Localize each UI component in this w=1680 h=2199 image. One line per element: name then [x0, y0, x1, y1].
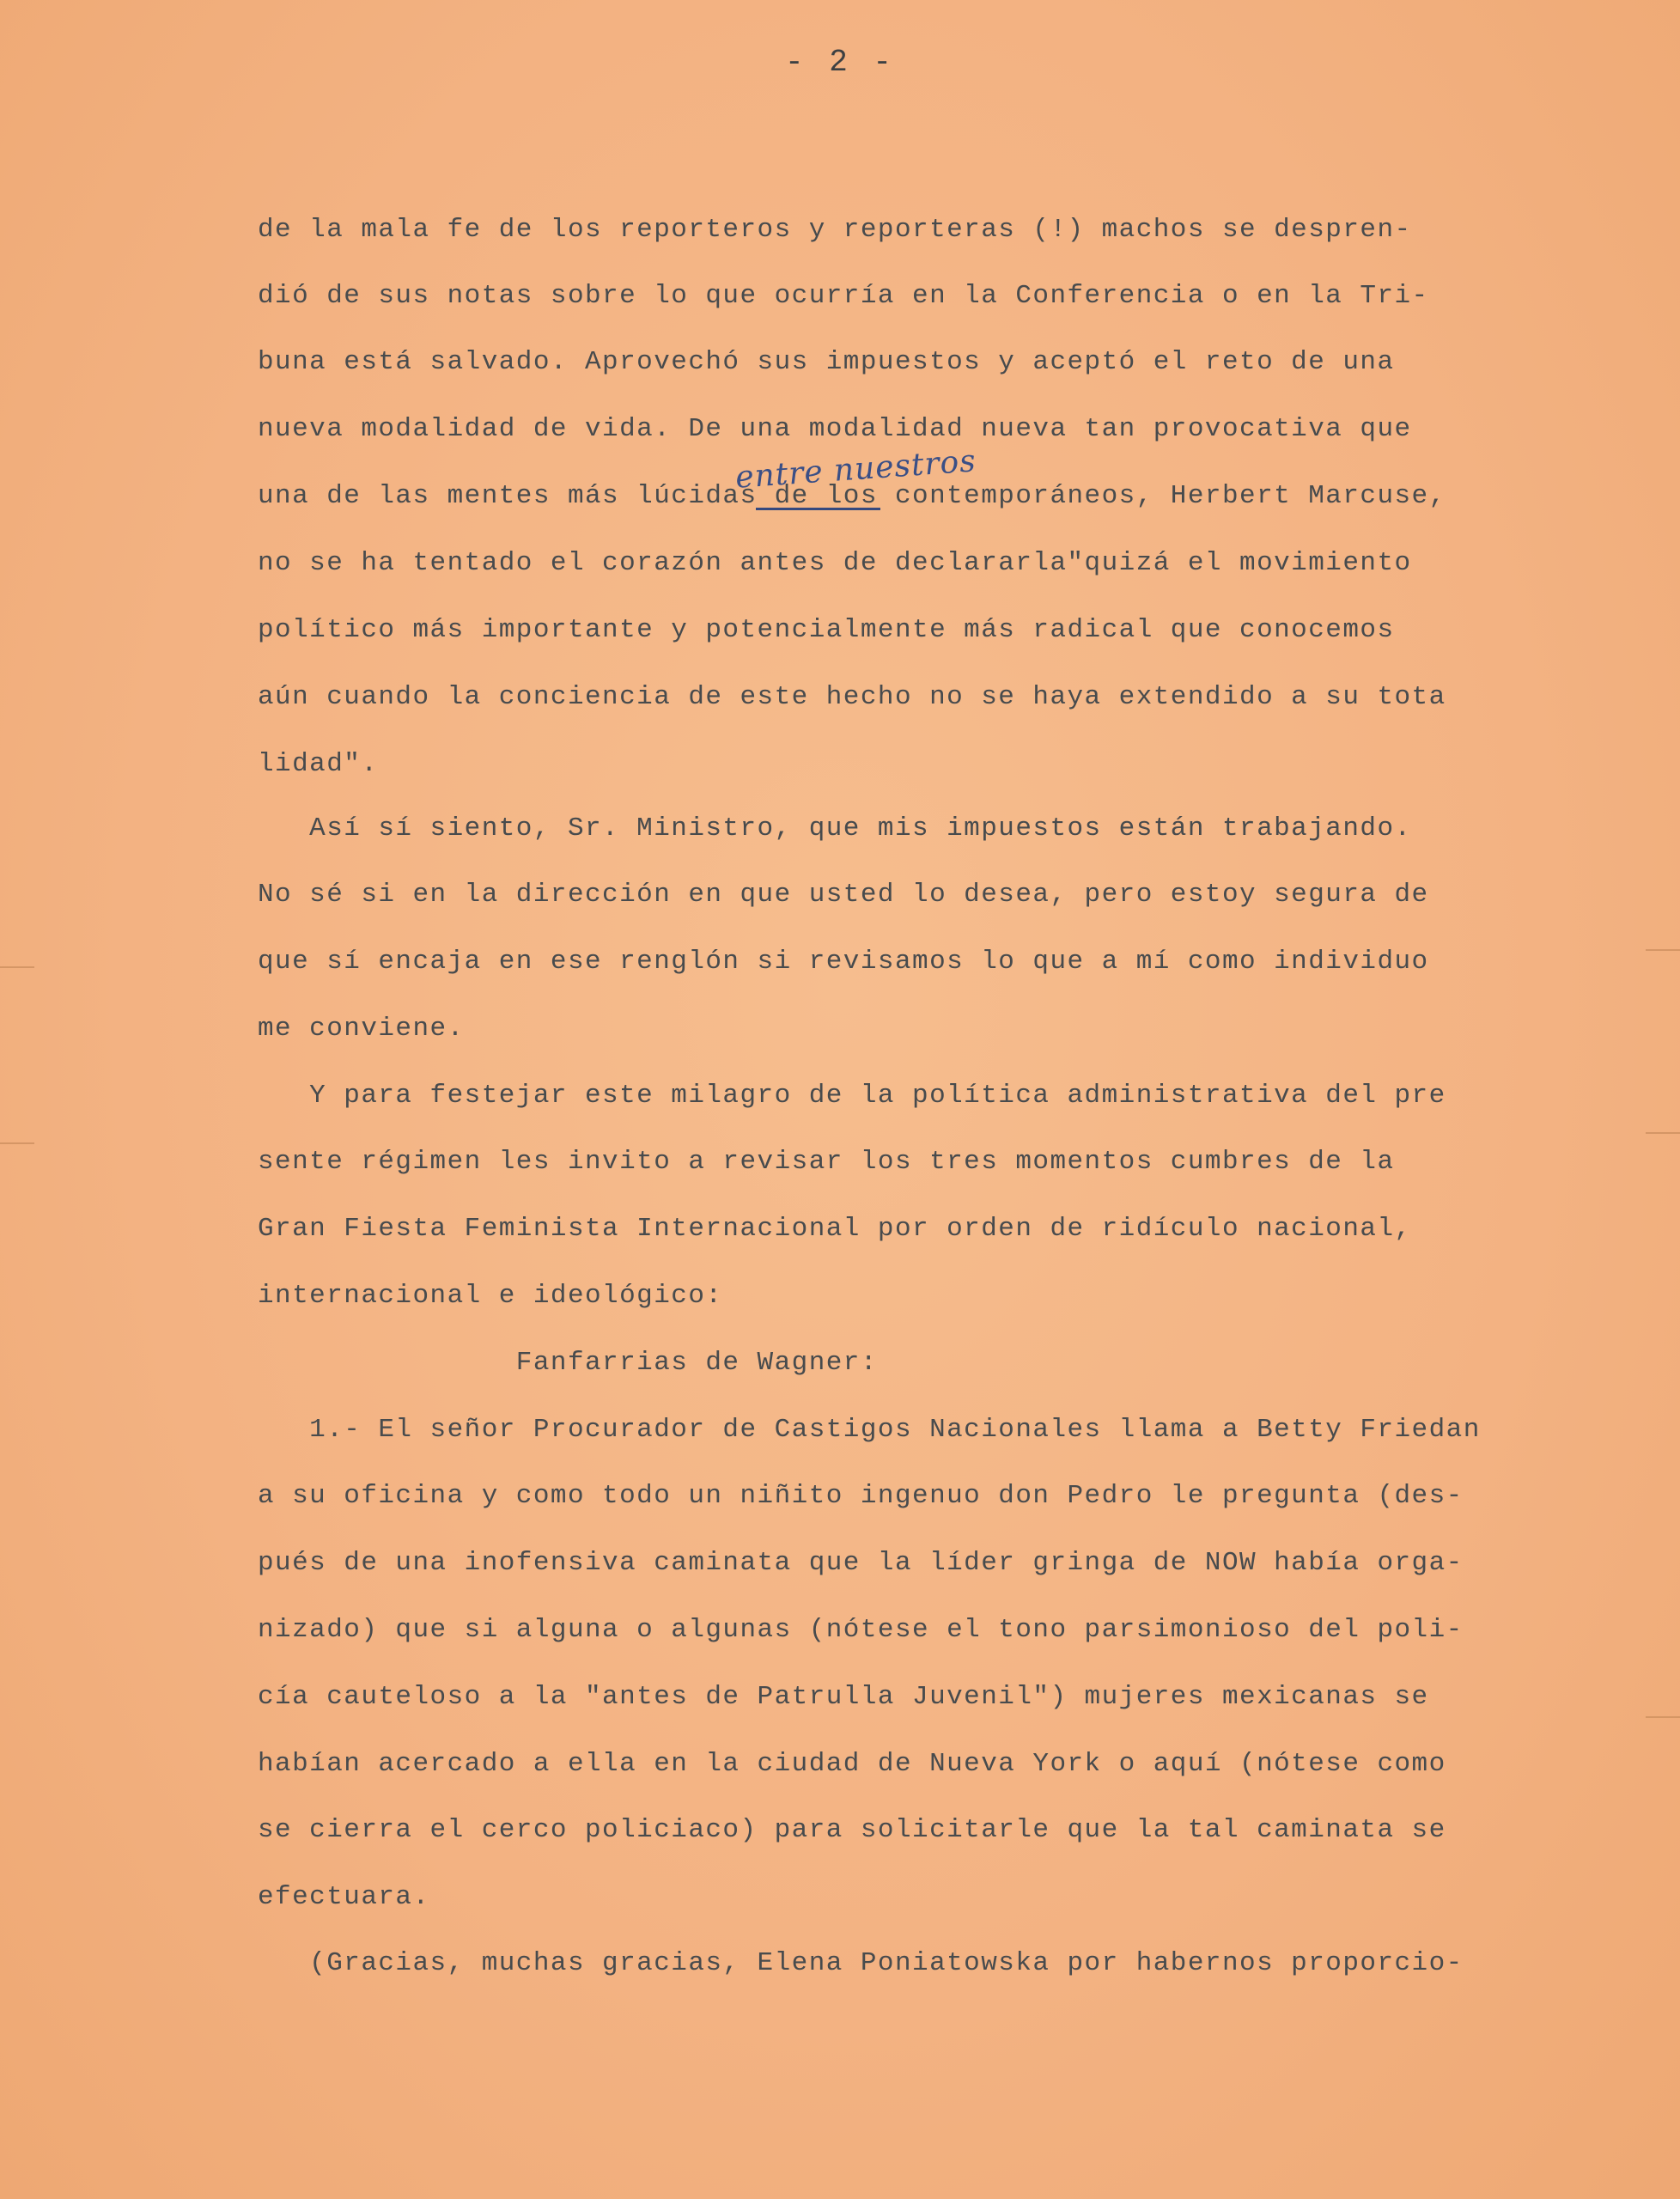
text-line: nueva modalidad de vida. De una modalidad nueva tan provocativa que: [258, 414, 1412, 444]
text-line: no se ha tentado el corazón antes de declararla"quizá el movimiento: [258, 548, 1412, 578]
edge-mark: [1646, 949, 1680, 951]
text-line: se cierra el cerco policiaco) para solicitarle que la tal caminata se: [258, 1815, 1446, 1845]
text-line: dió de sus notas sobre lo que ocurría en la Conferencia o en la Tri-: [258, 281, 1429, 311]
text-line: me conviene.: [258, 1014, 465, 1044]
edge-mark: [1646, 1716, 1680, 1718]
text-line: No sé si en la dirección en que usted lo desea, pero estoy segura de: [258, 880, 1429, 910]
edge-mark: [0, 1142, 34, 1144]
text-line: que sí encaja en ese renglón si revisamos lo que a mí como individuo: [258, 947, 1429, 977]
text-line: Gran Fiesta Feminista Internacional por orden de ridículo nacional,: [258, 1214, 1412, 1244]
text-line: efectuara.: [258, 1882, 430, 1912]
text-line: a su oficina y como todo un niñito ingenuo don Pedro le pregunta (des-: [258, 1481, 1464, 1511]
edge-mark: [1646, 1132, 1680, 1134]
text-line: pués de una inofensiva caminata que la líder gringa de NOW había orga-: [258, 1548, 1464, 1578]
text-line: Y para festejar este milagro de la política administrativa del pre: [258, 1081, 1446, 1111]
text-line: Así sí siento, Sr. Ministro, que mis impuestos están trabajando.: [258, 813, 1412, 844]
text-line: internacional e ideológico:: [258, 1281, 723, 1311]
handwritten-insert: entre nuestros: [733, 443, 977, 496]
edge-mark: [0, 966, 34, 968]
text-line: de la mala fe de los reporteros y reporteras (!) machos se despren-: [258, 215, 1412, 245]
text-line: (Gracias, muchas gracias, Elena Poniatowska por habernos proporcio-: [258, 1948, 1464, 1978]
text-line: una de las mentes más lúcidas de los contemporáneos, Herbert Marcuse,: [258, 481, 1446, 511]
text-line: nizado) que si alguna o algunas (nótese el tono parsimonioso del poli-: [258, 1615, 1464, 1645]
text-line: lidad".: [258, 749, 379, 779]
text-line: 1.- El señor Procurador de Castigos Nacionales llama a Betty Friedan: [258, 1415, 1481, 1445]
text-line: político más importante y potencialmente más radical que conocemos: [258, 615, 1395, 645]
text-line: aún cuando la conciencia de este hecho no se haya extendido a su tota: [258, 682, 1446, 712]
text-line: cía cauteloso a la "antes de Patrulla Juvenil") mujeres mexicanas se: [258, 1682, 1429, 1712]
page-number: - 2 -: [784, 45, 896, 80]
text-line: Fanfarrias de Wagner:: [258, 1348, 878, 1378]
text-line: buna está salvado. Aprovechó sus impuestos y aceptó el reto de una: [258, 347, 1395, 377]
text-line: sente régimen les invito a revisar los tres momentos cumbres de la: [258, 1147, 1395, 1177]
text-line: habían acercado a ella en la ciudad de Nueva York o aquí (nótese como: [258, 1749, 1446, 1779]
